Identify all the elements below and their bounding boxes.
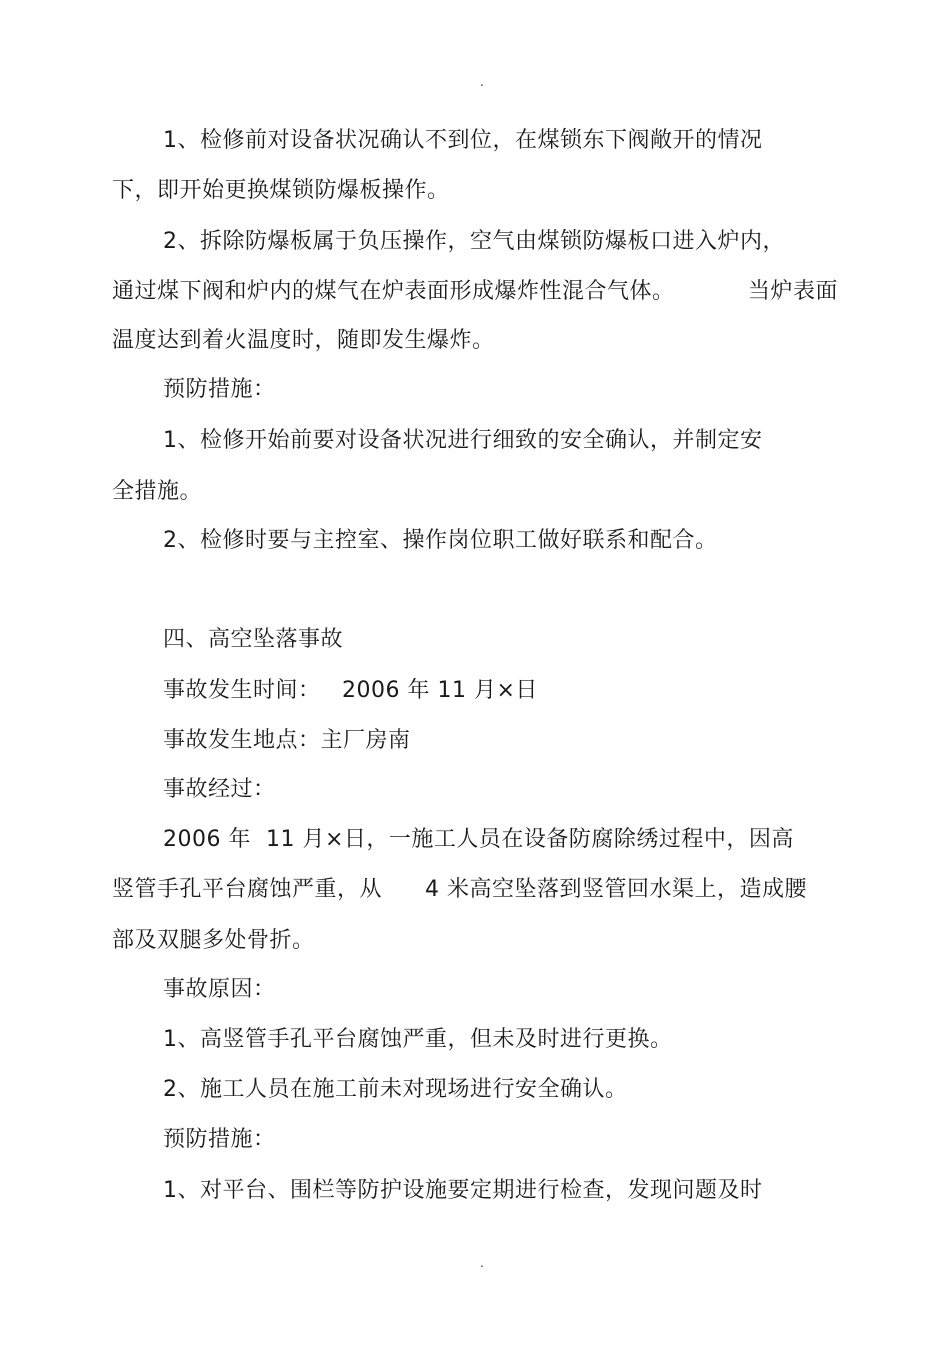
text-line: 通过煤下阀和炉内的煤气在炉表面形成爆炸性混合气体。 — [112, 279, 675, 304]
section-heading: 四、高空坠落事故 — [163, 627, 344, 652]
text-line: 下，即开始更换煤锁防爆板操作。 — [112, 178, 450, 203]
text-line: 1、高竖管手孔平台腐蚀严重，但未及时进行更换。 — [163, 1027, 673, 1052]
text-line: 1、检修开始前要对设备状况进行细致的安全确认，并制定安 — [163, 428, 763, 453]
text-line: 部及双腿多处骨折。 — [112, 928, 315, 953]
field-value: 2006 年 11 月×日 — [342, 678, 538, 703]
text-line: 2、施工人员在施工前未对现场进行安全确认。 — [163, 1077, 628, 1102]
text-line: 2、检修时要与主控室、操作岗位职工做好联系和配合。 — [163, 528, 718, 553]
text-line: 全措施。 — [112, 479, 203, 504]
text-line: 1、对平台、围栏等防护设施要定期进行检查，发现问题及时 — [163, 1178, 763, 1203]
text-line: 4 米高空坠落到竖管回水渠上，造成腰 — [425, 877, 807, 902]
section-heading: 预防措施： — [163, 377, 276, 402]
text-line: 2006 年 11 月×日，一施工人员在设备防腐除绣过程中，因高 — [163, 827, 794, 852]
section-heading: 事故原因： — [163, 977, 276, 1002]
text-line: 温度达到着火温度时，随即发生爆炸。 — [112, 328, 495, 353]
field-label: 事故发生时间： — [163, 678, 321, 703]
section-heading: 事故经过： — [163, 777, 276, 802]
text-line: 竖管手孔平台腐蚀严重，从 — [112, 877, 383, 902]
text-line: 当炉表面 — [748, 279, 839, 304]
page-mark-bottom: . — [480, 1256, 484, 1270]
text-line: 1、检修前对设备状况确认不到位，在煤锁东下阀敞开的情况 — [163, 128, 763, 153]
page-mark-top: . — [480, 75, 484, 89]
text-line: 事故发生地点：主厂房南 — [163, 728, 411, 753]
text-line: 2、拆除防爆板属于负压操作，空气由煤锁防爆板口进入炉内， — [163, 229, 785, 254]
section-heading: 预防措施： — [163, 1127, 276, 1152]
